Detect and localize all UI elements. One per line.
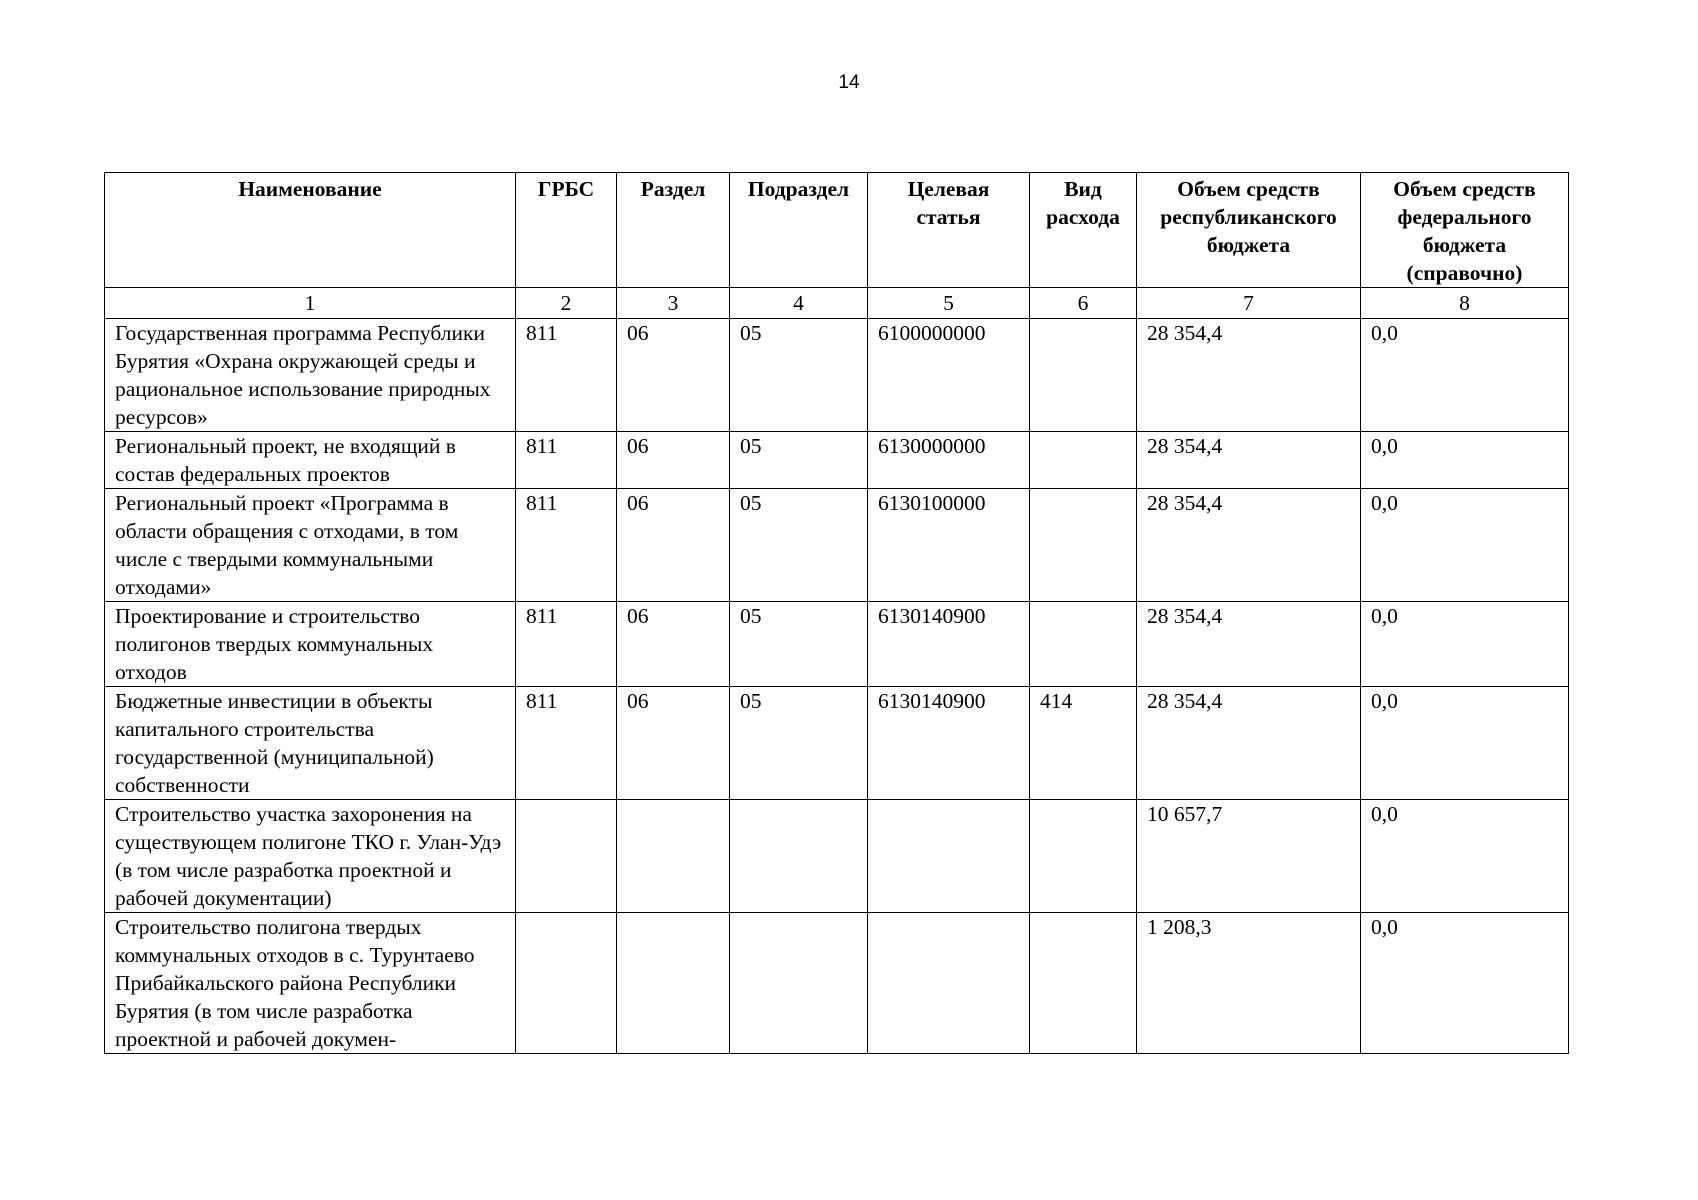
header-podrazdel: Подраздел: [730, 173, 868, 288]
table-row: [105, 800, 1569, 913]
row-resp: 28 354,4: [1137, 489, 1361, 602]
column-number: 6: [1030, 288, 1137, 319]
row-statya: [868, 800, 1030, 913]
row-vid: 414: [1030, 687, 1137, 800]
row-podrazdel: [730, 913, 868, 1054]
header-row: [105, 173, 1569, 288]
row-statya: 6130100000: [868, 489, 1030, 602]
row-razdel: [617, 800, 730, 913]
column-number: 3: [617, 288, 730, 319]
column-number: 8: [1361, 288, 1569, 319]
column-number: 2: [516, 288, 617, 319]
header-name: Наименование: [105, 173, 516, 288]
row-resp: 28 354,4: [1137, 319, 1361, 432]
table-row: [105, 319, 1569, 432]
row-resp: 28 354,4: [1137, 432, 1361, 489]
row-podrazdel: 05: [730, 687, 868, 800]
row-vid: [1030, 319, 1137, 432]
row-vid: [1030, 602, 1137, 687]
table-row: [105, 602, 1569, 687]
header-vid: Вид расхода: [1030, 173, 1137, 288]
row-resp: 28 354,4: [1137, 687, 1361, 800]
row-name: Проектирование и строительство полигонов твердых коммунальных отходов: [105, 602, 516, 687]
column-number: 4: [730, 288, 868, 319]
row-name: Региональный проект, не входящий в состав федеральных проектов: [105, 432, 516, 489]
row-razdel: 06: [617, 319, 730, 432]
row-grbs: 811: [516, 319, 617, 432]
page-number: 14: [838, 72, 860, 93]
row-name: Строительство полигона твердых коммунальных отходов в с. Турунтаево Прибайкальского района Республики Бурятия (в том числе разработка проектной и рабочей докумен-: [105, 913, 516, 1054]
table-row: [105, 432, 1569, 489]
row-fed: 0,0: [1361, 800, 1569, 913]
header-grbs: ГРБС: [516, 173, 617, 288]
table-row: [105, 687, 1569, 800]
row-name: Строительство участка захоронения на существующем полигоне ТКО г. Улан-Удэ (в том числе разработка проектной и рабочей документации): [105, 800, 516, 913]
row-statya: [868, 913, 1030, 1054]
row-fed: 0,0: [1361, 913, 1569, 1054]
row-fed: 0,0: [1361, 319, 1569, 432]
header-fed: Объем средств федерального бюджета (справочно): [1361, 173, 1569, 288]
header-resp: Объем средств республиканского бюджета: [1137, 173, 1361, 288]
row-vid: [1030, 913, 1137, 1054]
row-resp: 28 354,4: [1137, 602, 1361, 687]
row-resp: 1 208,3: [1137, 913, 1361, 1054]
header-razdel: Раздел: [617, 173, 730, 288]
row-statya: 6100000000: [868, 319, 1030, 432]
row-razdel: 06: [617, 432, 730, 489]
row-grbs: [516, 913, 617, 1054]
row-fed: 0,0: [1361, 432, 1569, 489]
row-podrazdel: [730, 800, 868, 913]
row-razdel: [617, 913, 730, 1054]
row-name: Региональный проект «Программа в области обращения с отходами, в том числе с твердыми коммунальными отходами»: [105, 489, 516, 602]
row-resp: 10 657,7: [1137, 800, 1361, 913]
row-vid: [1030, 800, 1137, 913]
row-vid: [1030, 432, 1137, 489]
row-statya: 6130000000: [868, 432, 1030, 489]
header-statya: Целевая статья: [868, 173, 1030, 288]
row-podrazdel: 05: [730, 432, 868, 489]
row-razdel: 06: [617, 602, 730, 687]
row-podrazdel: 05: [730, 319, 868, 432]
column-number: 7: [1137, 288, 1361, 319]
row-fed: 0,0: [1361, 687, 1569, 800]
row-grbs: 811: [516, 687, 617, 800]
row-grbs: 811: [516, 602, 617, 687]
budget-table: [104, 172, 1569, 1054]
row-razdel: 06: [617, 489, 730, 602]
row-fed: 0,0: [1361, 602, 1569, 687]
column-number-row: [105, 288, 1569, 319]
column-number: 1: [105, 288, 516, 319]
row-grbs: [516, 800, 617, 913]
row-vid: [1030, 489, 1137, 602]
row-podrazdel: 05: [730, 602, 868, 687]
table-row: [105, 489, 1569, 602]
row-name: Бюджетные инвестиции в объекты капитального строительства государственной (муниципальной) собственности: [105, 687, 516, 800]
row-podrazdel: 05: [730, 489, 868, 602]
row-grbs: 811: [516, 489, 617, 602]
row-statya: 6130140900: [868, 602, 1030, 687]
row-razdel: 06: [617, 687, 730, 800]
row-fed: 0,0: [1361, 489, 1569, 602]
column-number: 5: [868, 288, 1030, 319]
row-name: Государственная программа Республики Бурятия «Охрана окружающей среды и рациональное использование природных ресурсов»: [105, 319, 516, 432]
row-grbs: 811: [516, 432, 617, 489]
row-statya: 6130140900: [868, 687, 1030, 800]
table-row: [105, 913, 1569, 1054]
